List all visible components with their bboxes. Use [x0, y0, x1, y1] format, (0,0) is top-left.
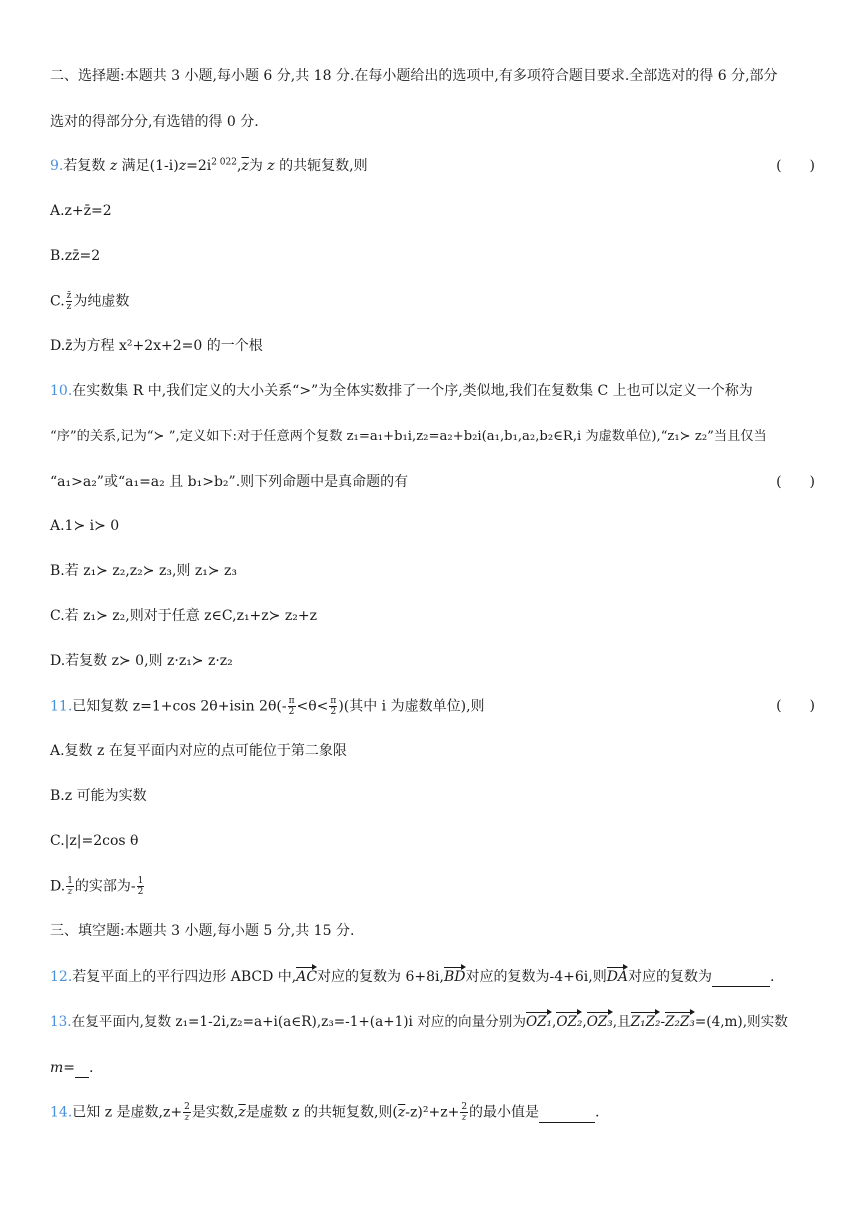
- section3-heading: 三、填空题:本题共 3 小题,每小题 5 分,共 15 分.: [50, 923, 355, 939]
- fraction: $\frac{\pi}{2}$: [288, 696, 295, 717]
- question-13: 13.在复平面内,复数 z₁=1-2i,z₂=a+i(a∈R),z₃=-1+(a+1)i 对应的向量分别为OZ₁,OZ₂,OZ₃,且Z₁Z₂-Z₂Z₃=(4,m),则实数: [50, 1014, 788, 1030]
- question-10-stem-cont: “序”的关系,记为“≻ ”,定义如下:对于任意两个复数 z₁=a₁+b₁i,z₂=a₂+b₂i(a₁,b₁,a₂,b₂∈R,i 为虚数单位),“z₁≻ z₂”当且仅当: [50, 429, 767, 444]
- fraction: $\frac{z̄}{z}$: [66, 291, 72, 312]
- q11-option-c: C.|z|=2cos θ: [50, 833, 139, 849]
- q10-option-a: A.1≻ i≻ 0: [50, 518, 120, 534]
- answer-blank[interactable]: [75, 1063, 89, 1078]
- q9-option-c: C. $\frac{z̄}{z}$ 为纯虚数: [50, 291, 130, 312]
- vector-oz3: OZ₃: [586, 1014, 613, 1030]
- fraction: $\frac{2}{z}$: [184, 1102, 190, 1123]
- fraction: $\frac{1}{2}$: [137, 876, 144, 897]
- q9-option-b: B.zz̄=2: [50, 248, 101, 264]
- answer-paren: ( ): [776, 158, 815, 174]
- question-12: 12.若复平面上的平行四边形 ABCD 中,AC对应的复数为 6+8i,BD对应的复数为-4+6i,则DA对应的复数为 .: [50, 969, 775, 985]
- q10-option-d: D.若复数 z≻ 0,则 z·z₁≻ z·z₂: [50, 653, 233, 669]
- question-number: 12.: [50, 969, 73, 985]
- question-number: 14.: [50, 1104, 73, 1121]
- question-number: 11.: [50, 698, 73, 715]
- vector-z2z3: Z₂Z₃: [665, 1014, 695, 1030]
- answer-blank[interactable]: [539, 1108, 595, 1123]
- question-14: 14.已知 z 是虚数,z+ $\frac{2}{z}$ 是实数$,\overline{z}$是虚数 z 的共轭复数,则$(\overline{z}-z)^2+z+$ $\frac{2}{z}$ 的最小值是 .: [50, 1102, 600, 1123]
- q9-option-a: A.z+z̄=2: [50, 203, 112, 219]
- section2-heading-cont: 选对的得部分分,有选错的得 0 分.: [50, 114, 259, 130]
- q11-option-d: D. $\frac{1}{z}$ 的实部为- $\frac{1}{2}$: [50, 876, 144, 897]
- answer-blank[interactable]: [712, 972, 770, 987]
- vector-oz2: OZ₂: [556, 1014, 583, 1030]
- q9-option-d: D.z̄为方程 x²+2x+2=0 的一个根: [50, 338, 263, 354]
- question-11-stem: 11.已知复数 z=1+cos 2θ+isin 2θ(- $\frac{\pi}{2}$ <θ< $\frac{\pi}{2}$ )(其中 i 为虚数单位),则 ( ): [50, 696, 815, 717]
- fraction: $\frac{1}{z}$: [67, 876, 73, 897]
- vector-da: DA: [606, 969, 629, 985]
- vector-bd: BD: [443, 969, 466, 985]
- section2-heading: 二、选择题:本题共 3 小题,每小题 6 分,共 18 分.在每小题给出的选项中,有多项符合题目要求.全部选对的得 6 分,部分: [50, 68, 778, 84]
- question-10-stem: 10.在实数集 R 中,我们定义的大小关系“>”为全体实数排了一个序,类似地,我们在复数集 C 上也可以定义一个称为: [50, 383, 753, 399]
- question-10-stem-end: “a₁>a₂”或“a₁=a₂ 且 b₁>b₂”.则下列命题中是真命题的有 ( ): [50, 474, 815, 490]
- question-number: 10.: [50, 383, 73, 399]
- question-13-cont: m= .: [50, 1060, 94, 1076]
- q11-option-a: A.复数 z 在复平面内对应的点可能位于第二象限: [50, 743, 347, 759]
- vector-ac: AC: [296, 969, 318, 985]
- answer-paren: ( ): [776, 474, 815, 490]
- vector-z1z2: Z₁Z₂: [630, 1014, 661, 1030]
- q11-option-b: B.z 可能为实数: [50, 788, 147, 804]
- answer-paren: ( ): [776, 698, 815, 714]
- vector-oz1: OZ₁: [525, 1014, 553, 1030]
- question-number: 9.: [50, 158, 64, 174]
- question-9-stem: 9.若复数 z 满足$(1-i)z=2i^{2 022},\overline{z}$为 z 的共轭复数,则 ( ): [50, 157, 815, 174]
- fraction: $\frac{2}{z}$: [461, 1102, 468, 1123]
- q10-option-c: C.若 z₁≻ z₂,则对于任意 z∈C,z₁+z≻ z₂+z: [50, 608, 317, 624]
- fraction: $\frac{\pi}{2}$: [330, 696, 337, 717]
- question-number: 13.: [50, 1014, 72, 1030]
- q10-option-b: B.若 z₁≻ z₂,z₂≻ z₃,则 z₁≻ z₃: [50, 563, 238, 579]
